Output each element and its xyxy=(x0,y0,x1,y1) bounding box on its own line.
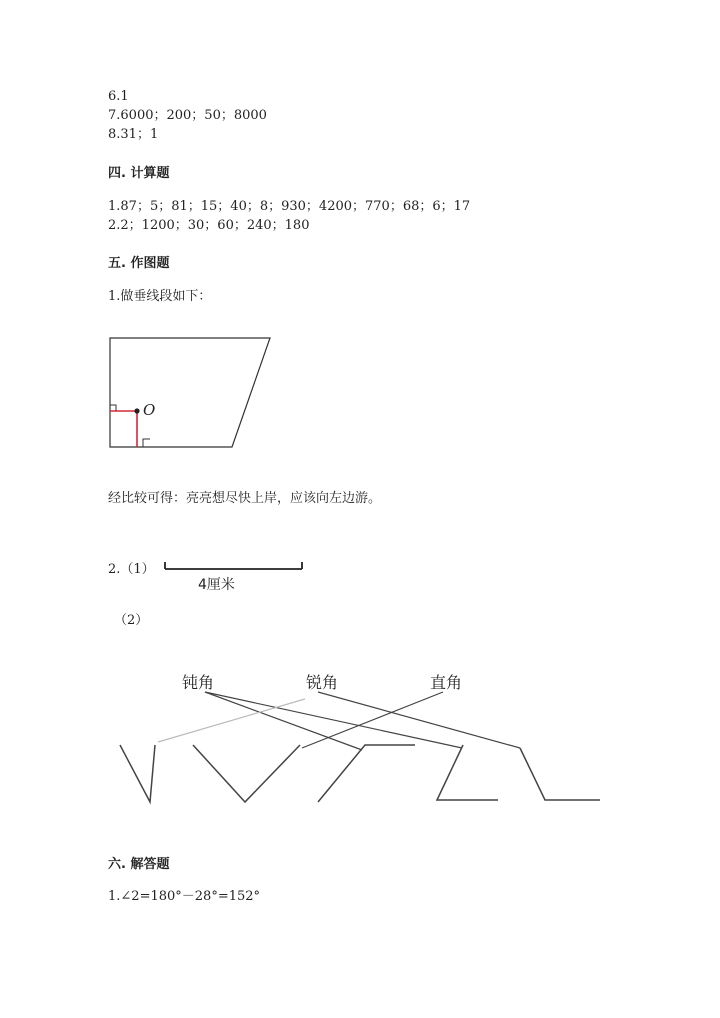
angle-shape-2 xyxy=(193,745,300,802)
section-5-conclusion: 经比较可得：亮亮想尽快上岸，应该向左边游。 xyxy=(108,491,382,506)
answer-line-8: 8.31；1 xyxy=(108,127,159,142)
match-line-acute-b xyxy=(318,692,520,748)
section-6-title: 六. 解答题 xyxy=(108,857,170,872)
section-6-line-1: 1.∠2=180°－28°=152° xyxy=(108,889,261,904)
angle-shape-3 xyxy=(318,745,415,802)
angle-shape-4 xyxy=(437,745,498,800)
label-acute-angle: 锐角 xyxy=(306,673,339,692)
label-obtuse-angle: 钝角 xyxy=(182,673,215,692)
section-4-line-2: 2.2；1200；30；60；240；180 xyxy=(108,218,310,233)
angle-shape-1 xyxy=(120,745,155,802)
point-o-label: O xyxy=(143,401,156,419)
section-5-q2-part1-label: 2.（1） xyxy=(108,562,155,577)
section-5-q1-text: 1.做垂线段如下： xyxy=(108,289,212,304)
answer-line-6: 6.1 xyxy=(108,89,129,104)
section-5-title: 五. 作图题 xyxy=(108,256,170,271)
section-4-title: 四. 计算题 xyxy=(108,166,170,181)
label-right-angle: 直角 xyxy=(430,673,463,692)
segment-length-label: 4厘米 xyxy=(198,577,235,593)
section-5-q2-part2-label: （2） xyxy=(114,613,149,628)
answer-line-7: 7.6000；200；50；8000 xyxy=(108,108,267,123)
angle-shape-5 xyxy=(520,748,600,800)
section-4-line-1: 1.87；5；81；15；40；8；930；4200；770；68；6；17 xyxy=(108,199,471,214)
